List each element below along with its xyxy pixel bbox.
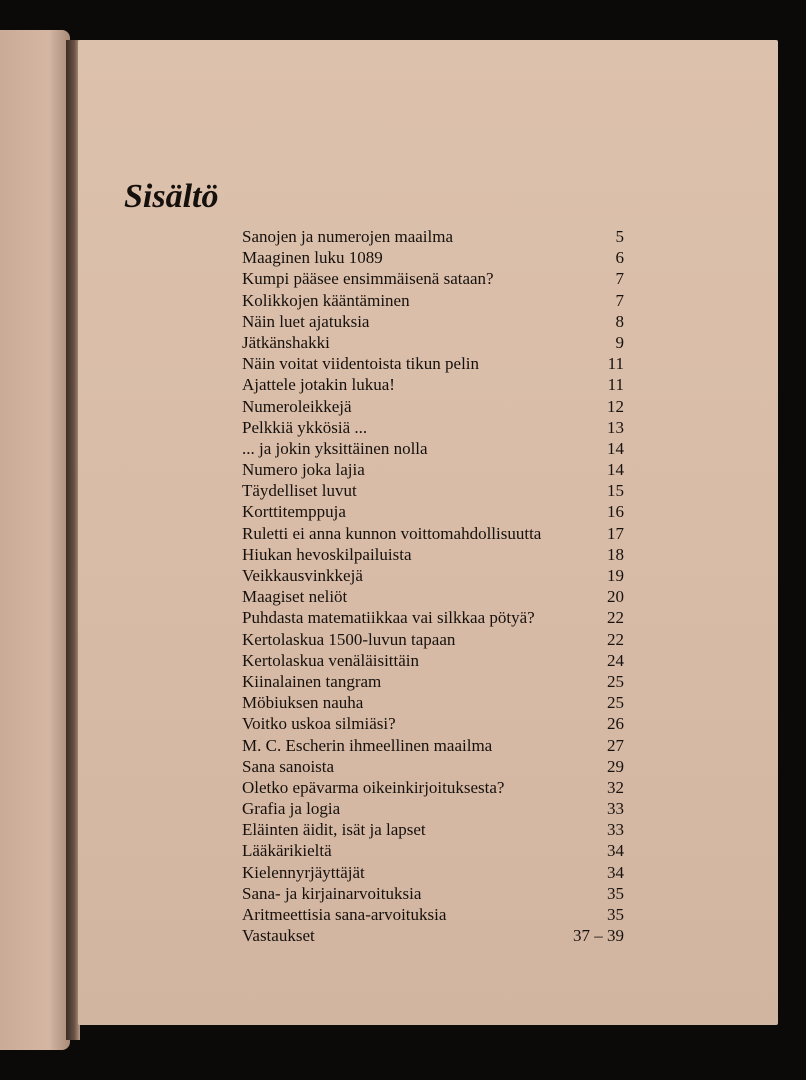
toc-entry (242, 226, 632, 247)
toc-entry-label: Veikkausvinkkejä (242, 566, 363, 585)
toc-entry-label: Möbiuksen nauha (242, 693, 364, 713)
toc-entry (242, 629, 632, 650)
toc-entry-page: 34 (607, 841, 624, 861)
toc-entry-label: Oletko epävarma oikeinkirjoituksesta? (242, 777, 505, 797)
toc-entry-label: Kertolaskua 1500-luvun tapaan (242, 629, 456, 649)
toc-entry-page: 27 (607, 735, 624, 755)
toc-entry-label: Grafia ja logia (242, 799, 341, 819)
toc-entry (242, 904, 632, 925)
toc-entry-page: 35 (607, 883, 624, 903)
toc-entry-page: 25 (607, 693, 624, 713)
toc-entry-page: 9 (615, 332, 624, 352)
toc-entry-label: Kielennyrjäyttäjät (242, 862, 365, 882)
toc-entry-label: ... ja jokin yksittäinen nolla (242, 438, 428, 458)
toc-entry-page: 22 (607, 629, 624, 649)
toc-entry (242, 819, 632, 840)
toc-entry (242, 840, 632, 861)
toc-entry-page: 5 (615, 227, 624, 246)
toc-entry-label: Hiukan hevoskilpailuista (242, 544, 412, 564)
toc-entry (242, 735, 632, 756)
toc-entry-page: 17 (607, 523, 624, 543)
left-page-edge (0, 30, 70, 1050)
toc-entry-page: 16 (607, 502, 624, 522)
toc-entry-page: 12 (607, 396, 624, 416)
toc-entry-label: Voitko uskoa silmiäsi? (242, 714, 396, 734)
toc-entry (242, 883, 632, 904)
toc-entry-label: Kolikkojen kääntäminen (242, 290, 410, 310)
toc-entry-label: Kertolaskua venäläisittäin (242, 650, 420, 670)
toc-entry-page: 22 (607, 608, 624, 628)
toc-entry (242, 586, 632, 607)
toc-entry-label: Puhdasta matematiikkaa vai silkkaa pötyä? (242, 608, 535, 628)
toc-entry-page: 11 (607, 354, 624, 374)
toc-entry (242, 523, 632, 544)
toc-entry-label: Eläinten äidit, isät ja lapset (242, 820, 426, 840)
toc-entry (242, 777, 632, 798)
toc-entry-page: 7 (615, 290, 624, 310)
toc-entry-label: Sanojen ja numerojen maailma (242, 227, 454, 246)
toc-entry (242, 311, 632, 332)
toc-entry-page: 25 (607, 671, 624, 691)
toc-entry (242, 417, 632, 438)
toc-entry-page: 33 (607, 799, 624, 819)
toc-entry-label: Maaginen luku 1089 (242, 248, 383, 268)
page-title: Sisältö (124, 178, 219, 215)
toc-entry-label: Sana- ja kirjainarvoituksia (242, 883, 422, 903)
toc-entry (242, 607, 632, 628)
toc-entry-label: Maagiset neliöt (242, 587, 348, 607)
toc-entry-page: 18 (607, 544, 624, 564)
toc-entry-page: 7 (615, 269, 624, 289)
toc-entry (242, 290, 632, 311)
toc-entry-label: Vastaukset (242, 926, 315, 946)
toc-entry (242, 565, 632, 586)
toc-entry (242, 671, 632, 692)
toc-entry-page: 20 (607, 587, 624, 607)
toc-entry-label: Ruletti ei anna kunnon voittomahdollisuutta (242, 523, 542, 543)
toc-entry-label: Aritmeettisia sana-arvoituksia (242, 905, 447, 924)
toc-entry-page: 34 (607, 862, 624, 882)
toc-entry-page: 37 – 39 (573, 926, 624, 946)
toc-entry-page: 14 (607, 438, 624, 458)
toc-entry-label: Pelkkiä ykkösiä ... (242, 417, 368, 437)
toc-entry-label: Sana sanoista (242, 756, 335, 776)
toc-entry (242, 353, 632, 374)
toc-entry-label: Täydelliset luvut (242, 481, 357, 501)
toc-entry-label: Kiinalainen tangram (242, 671, 382, 691)
toc-entry-label: Jätkänshakki (242, 332, 330, 352)
book-page (78, 40, 778, 1025)
toc-entry (242, 374, 632, 395)
toc-entry (242, 268, 632, 289)
toc-entry (242, 544, 632, 565)
toc-entry (242, 459, 632, 480)
toc-entry-page: 15 (607, 481, 624, 501)
toc-entry-page: 8 (615, 311, 624, 331)
toc-entry (242, 756, 632, 777)
toc-entry-page: 26 (607, 714, 624, 734)
toc-entry-label: Lääkärikieltä (242, 841, 332, 861)
toc-entry (242, 247, 632, 268)
toc-entry-page: 32 (607, 777, 624, 797)
toc-entry (242, 798, 632, 819)
toc-entry (242, 713, 632, 734)
toc-entry-page: 24 (607, 650, 624, 670)
toc-entry (242, 332, 632, 353)
toc-entry (242, 650, 632, 671)
toc-entry-page: 19 (607, 566, 624, 585)
toc-entry (242, 396, 632, 417)
toc-entry (242, 438, 632, 459)
toc-entry-page: 14 (607, 460, 624, 480)
toc-entry-page: 33 (607, 820, 624, 840)
toc-entry-page: 29 (607, 756, 624, 776)
toc-entry-label: Näin voitat viidentoista tikun pelin (242, 354, 480, 374)
toc-entry-label: Kumpi pääsee ensimmäisenä sataan? (242, 269, 494, 289)
toc-entry (242, 862, 632, 883)
toc-entry-page: 13 (607, 417, 624, 437)
toc-entry-label: Numeroleikkejä (242, 396, 352, 416)
toc-entry-label: Numero joka lajia (242, 460, 365, 480)
toc-entry (242, 480, 632, 501)
toc-entry-label: M. C. Escherin ihmeellinen maailma (242, 735, 493, 755)
toc-entry-label: Korttitemppuja (242, 502, 346, 522)
toc-entry-page: 11 (607, 375, 624, 395)
toc-entry (242, 925, 632, 946)
toc-entry-page: 35 (607, 905, 624, 924)
toc-entry (242, 501, 632, 522)
toc-entry-page: 6 (615, 248, 624, 268)
table-of-contents (242, 226, 632, 946)
toc-entry (242, 692, 632, 713)
toc-entry-label: Ajattele jotakin lukua! (242, 375, 395, 395)
toc-entry-label: Näin luet ajatuksia (242, 311, 370, 331)
